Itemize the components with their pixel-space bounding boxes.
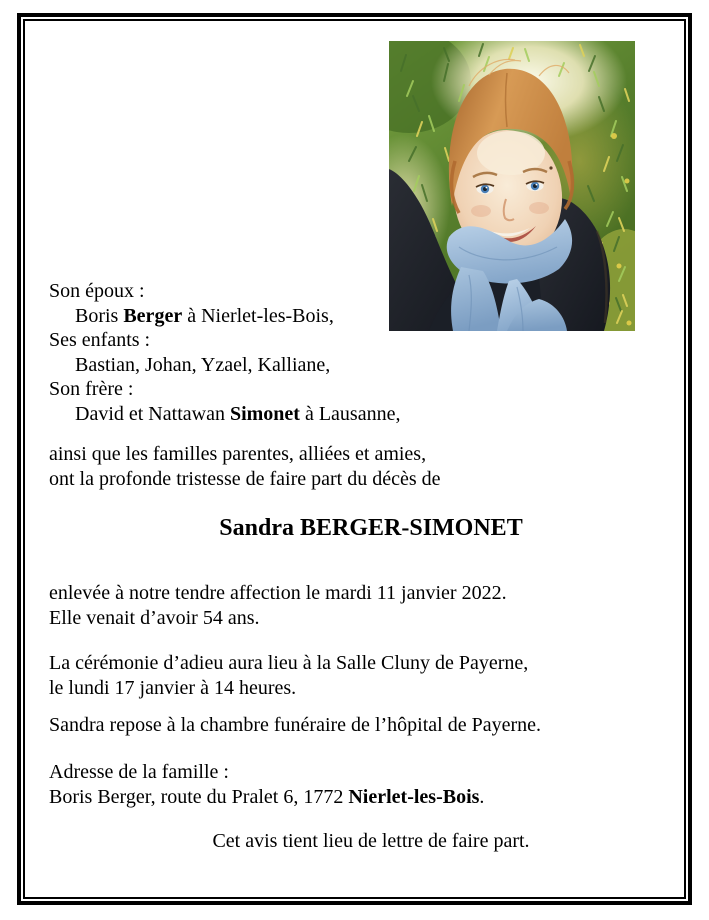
repose-line: Sandra repose à la chambre funéraire de l’hôpital de Payerne.: [49, 714, 541, 736]
intro-line: ainsi que les familles parentes, alliées et amies,: [49, 443, 427, 465]
relation-line: Son frère :: [49, 378, 134, 401]
address-label: Adresse de la famille :: [49, 761, 229, 783]
relation-line: David et Nattawan Simonet à Lausanne,: [75, 402, 401, 425]
intro-line: ont la profonde tristesse de faire part du décès de: [49, 467, 441, 490]
death-line: Elle venait d’avoir 54 ans.: [49, 606, 260, 629]
death-paragraph: [49, 581, 693, 630]
ceremony-line: La cérémonie d’adieu aura lieu à la Salle Cluny de Payerne,: [49, 652, 529, 674]
relation-line: Bastian, Johan, Yzael, Kalliane,: [75, 353, 331, 376]
relation-line: Boris Berger à Nierlet-les-Bois,: [75, 304, 334, 327]
beauty-mark: [549, 166, 552, 169]
address-paragraph: [49, 760, 693, 809]
left-cheek: [471, 205, 491, 217]
intro-paragraph: [49, 442, 693, 491]
closing-line: Cet avis tient lieu de lettre de faire part.: [212, 830, 530, 852]
ceremony-line: le lundi 17 janvier à 14 heures.: [49, 676, 297, 699]
death-line: enlevée à notre tendre affection le mardi 11 janvier 2022.: [49, 582, 507, 604]
repose-paragraph: [49, 713, 693, 738]
relation-line: Son époux :: [49, 280, 145, 302]
family-relations: [49, 279, 693, 427]
relation-line: Ses enfants :: [49, 329, 151, 352]
ceremony-paragraph: [49, 651, 693, 700]
right-cheek: [529, 202, 549, 214]
address-line: Boris Berger, route du Pralet 6, 1772 Nierlet-les-Bois.: [49, 785, 485, 808]
deceased-name: Sandra BERGER-SIMONET: [219, 515, 523, 541]
